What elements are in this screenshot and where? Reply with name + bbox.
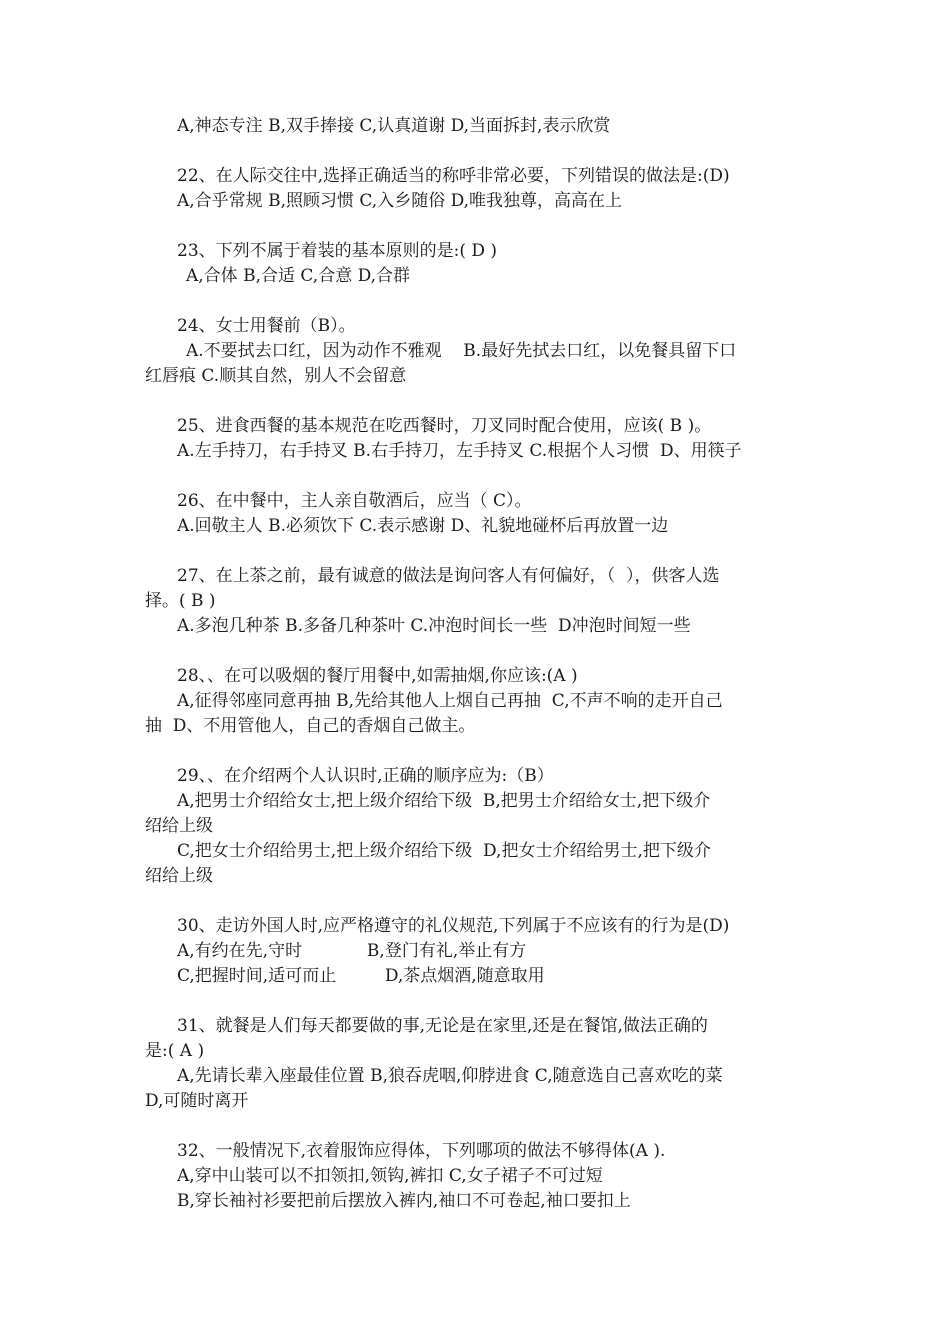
question-30: 30、走访外国人时,应严格遵守的礼仪规范,下列属于不应该有的行为是(D): [177, 916, 730, 936]
question-22: 22、在人际交往中,选择正确适当的称呼非常必要，下列错误的做法是:(D): [177, 166, 730, 186]
text-line: 是:( A ): [145, 1041, 205, 1061]
question-24: 24、女士用餐前（B）。: [177, 316, 356, 336]
text-line: 红唇痕 C.顺其自然，别人不会留意: [145, 366, 407, 386]
text-line: A.左手持刀，右手持叉 B.右手持刀，左手持叉 C.根据个人习惯 D、用筷子: [177, 441, 742, 461]
question-31: 31、就餐是人们每天都要做的事,无论是在家里,还是在餐馆,做法正确的: [177, 1016, 708, 1036]
text-line: A,合体 B,合适 C,合意 D,合群: [186, 266, 411, 286]
text-line: A,神态专注 B,双手捧接 C,认真道谢 D,当面拆封,表示欣赏: [177, 116, 611, 136]
text-line: D,可随时离开: [145, 1091, 249, 1111]
text-line: B,穿长袖衬衫要把前后摆放入裤内,袖口不可卷起,袖口要扣上: [177, 1191, 631, 1211]
question-32: 32、一般情况下,衣着服饰应得体，下列哪项的做法不够得体(A ).: [177, 1141, 666, 1161]
text-line: 抽 D、不用管他人，自己的香烟自己做主。: [145, 716, 476, 736]
text-line: A.不要拭去口红，因为动作不雅观 B.最好先拭去口红，以免餐具留下口: [186, 341, 737, 361]
text-line: A,穿中山装可以不扣领扣,领钩,裤扣 C,女子裙子不可过短: [177, 1166, 603, 1186]
question-27: 27、在上茶之前，最有诚意的做法是询问客人有何偏好，（ ），供客人选: [177, 566, 720, 586]
text-line: A.多泡几种茶 B.多备几种茶叶 C.冲泡时间长一些 D冲泡时间短一些: [177, 616, 691, 636]
question-23: 23、下列不属于着装的基本原则的是:( D ): [177, 241, 498, 261]
text-line: C,把女士介绍给男士,把上级介绍给下级 D,把女士介绍给男士,把下级介: [177, 841, 711, 861]
question-28: 28、、在可以吸烟的餐厅用餐中,如需抽烟,你应该:(A ): [177, 666, 578, 686]
text-line: 绍给上级: [145, 816, 213, 836]
text-line: A,合乎常规 B,照顾习惯 C,入乡随俗 D,唯我独尊，高高在上: [177, 191, 623, 211]
text-line: A.回敬主人 B.必须饮下 C.表示感谢 D、礼貌地碰杯后再放置一边: [177, 516, 669, 536]
text-line: A,征得邻座同意再抽 B,先给其他人上烟自己再抽 C,不声不响的走开自己: [177, 691, 723, 711]
question-26: 26、在中餐中，主人亲自敬酒后，应当（ C）。: [177, 491, 532, 511]
text-line: 择。( B ): [145, 591, 216, 611]
question-29: 29、、在介绍两个人认识时,正确的顺序应为:（B）: [177, 766, 554, 786]
text-line: A,有约在先,守时 B,登门有礼,举止有方: [177, 941, 527, 961]
question-25: 25、进食西餐的基本规范在吃西餐时，刀叉同时配合使用，应该( B )。: [177, 416, 712, 436]
text-line: 绍给上级: [145, 866, 213, 886]
text-line: C,把握时间,适可而止 D,茶点烟酒,随意取用: [177, 966, 545, 986]
text-line: A,把男士介绍给女士,把上级介绍给下级 B,把男士介绍给女士,把下级介: [177, 791, 711, 811]
text-line: A,先请长辈入座最佳位置 B,狼吞虎咽,仰脖进食 C,随意选自己喜欢吃的菜: [177, 1066, 723, 1086]
